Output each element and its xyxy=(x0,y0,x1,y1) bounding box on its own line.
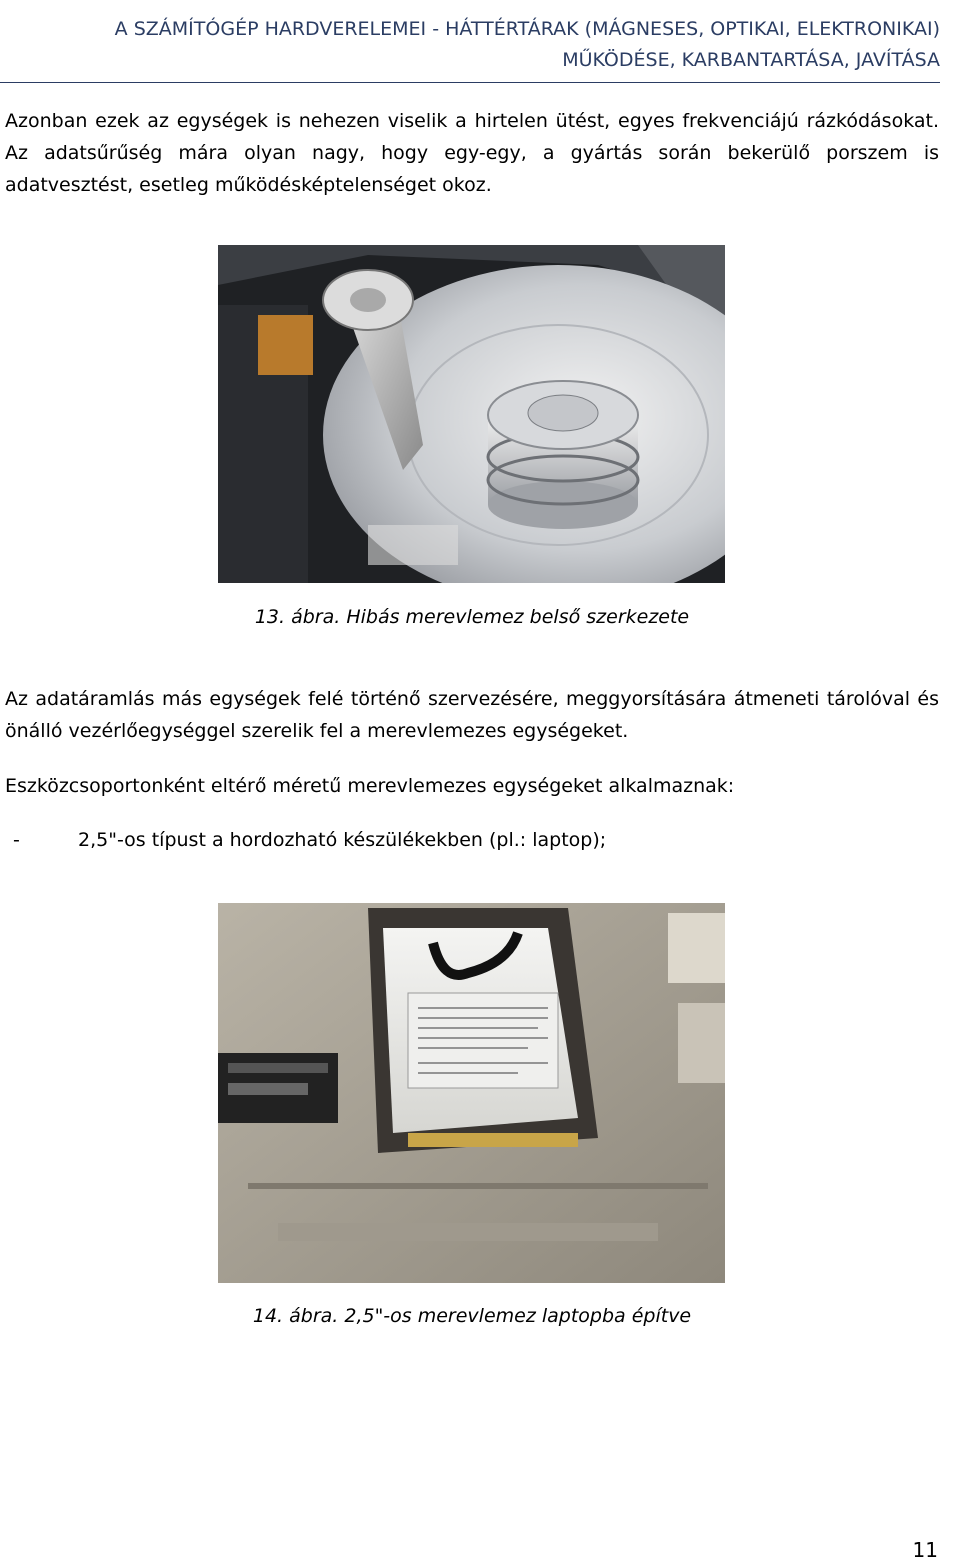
paragraph-3: Eszközcsoportonként eltérő méretű merevlemezes egységeket alkalmaznak: xyxy=(5,775,735,797)
page-header xyxy=(115,14,940,76)
header-line-1: A SZÁMÍTÓGÉP HARDVERELEMEI - HÁTTÉRTÁRAK (MÁGNESES, OPTIKAI, ELEKTRONIKAI) xyxy=(114,18,940,40)
header-divider xyxy=(0,82,940,83)
paragraph-1: Azonban ezek az egységek is nehezen viselik a hirtelen ütést, egyes frekvenciájú rázkódásokat. Az adatsűrűség mára olyan nagy, hogy egy-egy, a gyártás során bekerülő porszem is adatvesztést, esetleg működésképtelenséget okoz. xyxy=(5,110,939,196)
paragraph-2: Az adatáramlás más egységek felé történő szervezésére, meggyorsítására átmeneti tárolóval és önálló vezérlőegységgel szerelik fel a merevlemezes egységeket. xyxy=(5,688,939,742)
figure-13-caption: 13. ábra. Hibás merevlemez belső szerkezete xyxy=(254,606,690,628)
figure-14-caption: 14. ábra. 2,5"-os merevlemez laptopba építve xyxy=(252,1305,692,1327)
header-line-2: MŰKÖDÉSE, KARBANTARTÁSA, JAVÍTÁSA xyxy=(562,49,940,71)
hard-drive-interior-photo xyxy=(218,245,725,583)
laptop-hard-drive-photo xyxy=(218,903,725,1283)
list-item: 2,5"-os típust a hordozható készülékekben (pl.: laptop); xyxy=(78,829,607,851)
list-item-marker: - xyxy=(13,829,20,851)
page-number: 11 xyxy=(912,1538,938,1562)
